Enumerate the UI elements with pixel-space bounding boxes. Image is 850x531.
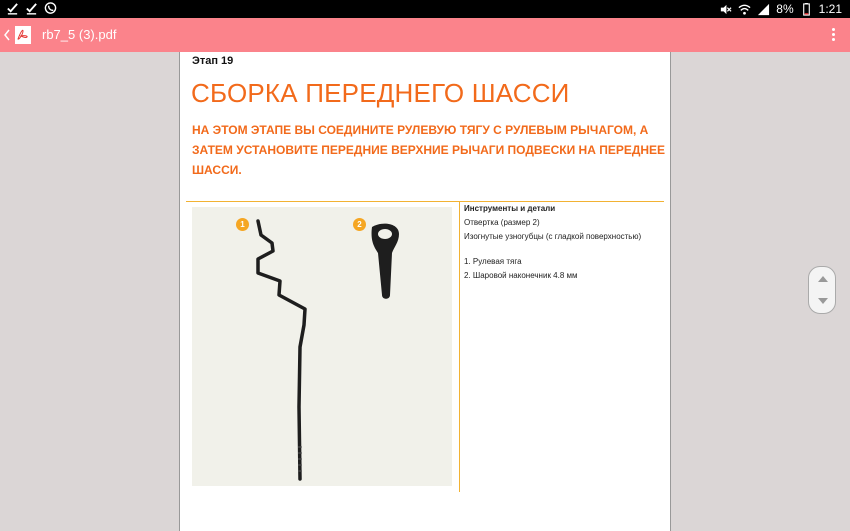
stage-label: Этап 19	[192, 55, 234, 67]
wifi-icon	[738, 3, 751, 16]
tools-and-parts	[464, 204, 669, 285]
page-title: СБОРКА ПЕРЕДНЕГО ШАССИ	[191, 78, 570, 108]
download-done-icon	[25, 2, 38, 15]
scroll-up-button[interactable]	[818, 276, 828, 282]
part-badge-2: 2	[353, 218, 366, 231]
battery-level: 8%	[776, 2, 794, 16]
tools-heading: Инструменты и детали	[464, 204, 556, 213]
page-scroll-control	[808, 266, 836, 314]
app-bar	[0, 18, 850, 52]
scroll-down-button[interactable]	[818, 298, 828, 304]
overflow-menu-icon[interactable]	[830, 27, 836, 43]
parts-photo	[192, 207, 452, 486]
back-chevron-icon[interactable]	[2, 26, 12, 44]
divider-horizontal	[186, 201, 664, 202]
pdf-page[interactable]	[179, 52, 671, 531]
status-bar	[0, 0, 850, 18]
clock: 1:21	[818, 2, 842, 16]
mute-icon	[719, 3, 732, 16]
part-item: 2. Шаровой наконечник 4.8 мм	[464, 271, 578, 280]
signal-icon	[757, 3, 770, 16]
tool-item: Изогнутые узногубцы (с гладкой поверхностью)	[464, 232, 642, 241]
part-badge-1: 1	[236, 218, 249, 231]
tool-item: Отвертка (размер 2)	[464, 218, 540, 227]
ball-end-illustration	[192, 207, 452, 486]
battery-icon	[800, 3, 813, 16]
page-subtitle: НА ЭТОМ ЭТАПЕ ВЫ СОЕДИНИТЕ РУЛЕВУЮ ТЯГУ С РУЛЕВЫМ РЫЧАГОМ, А ЗАТЕМ УСТАНОВИТЕ ПЕРЕДНИЕ ВЕРХНИЕ РЫЧАГИ ПОДВЕСКИ НА ПЕРЕДНЕЕ ШАССИ.	[192, 123, 666, 177]
divider-vertical	[459, 202, 460, 492]
part-item: 1. Рулевая тяга	[464, 257, 522, 266]
viber-icon	[44, 2, 57, 15]
pdf-icon	[13, 25, 33, 45]
document-title: rb7_5 (3).pdf	[42, 27, 117, 42]
download-done-icon	[6, 2, 19, 15]
